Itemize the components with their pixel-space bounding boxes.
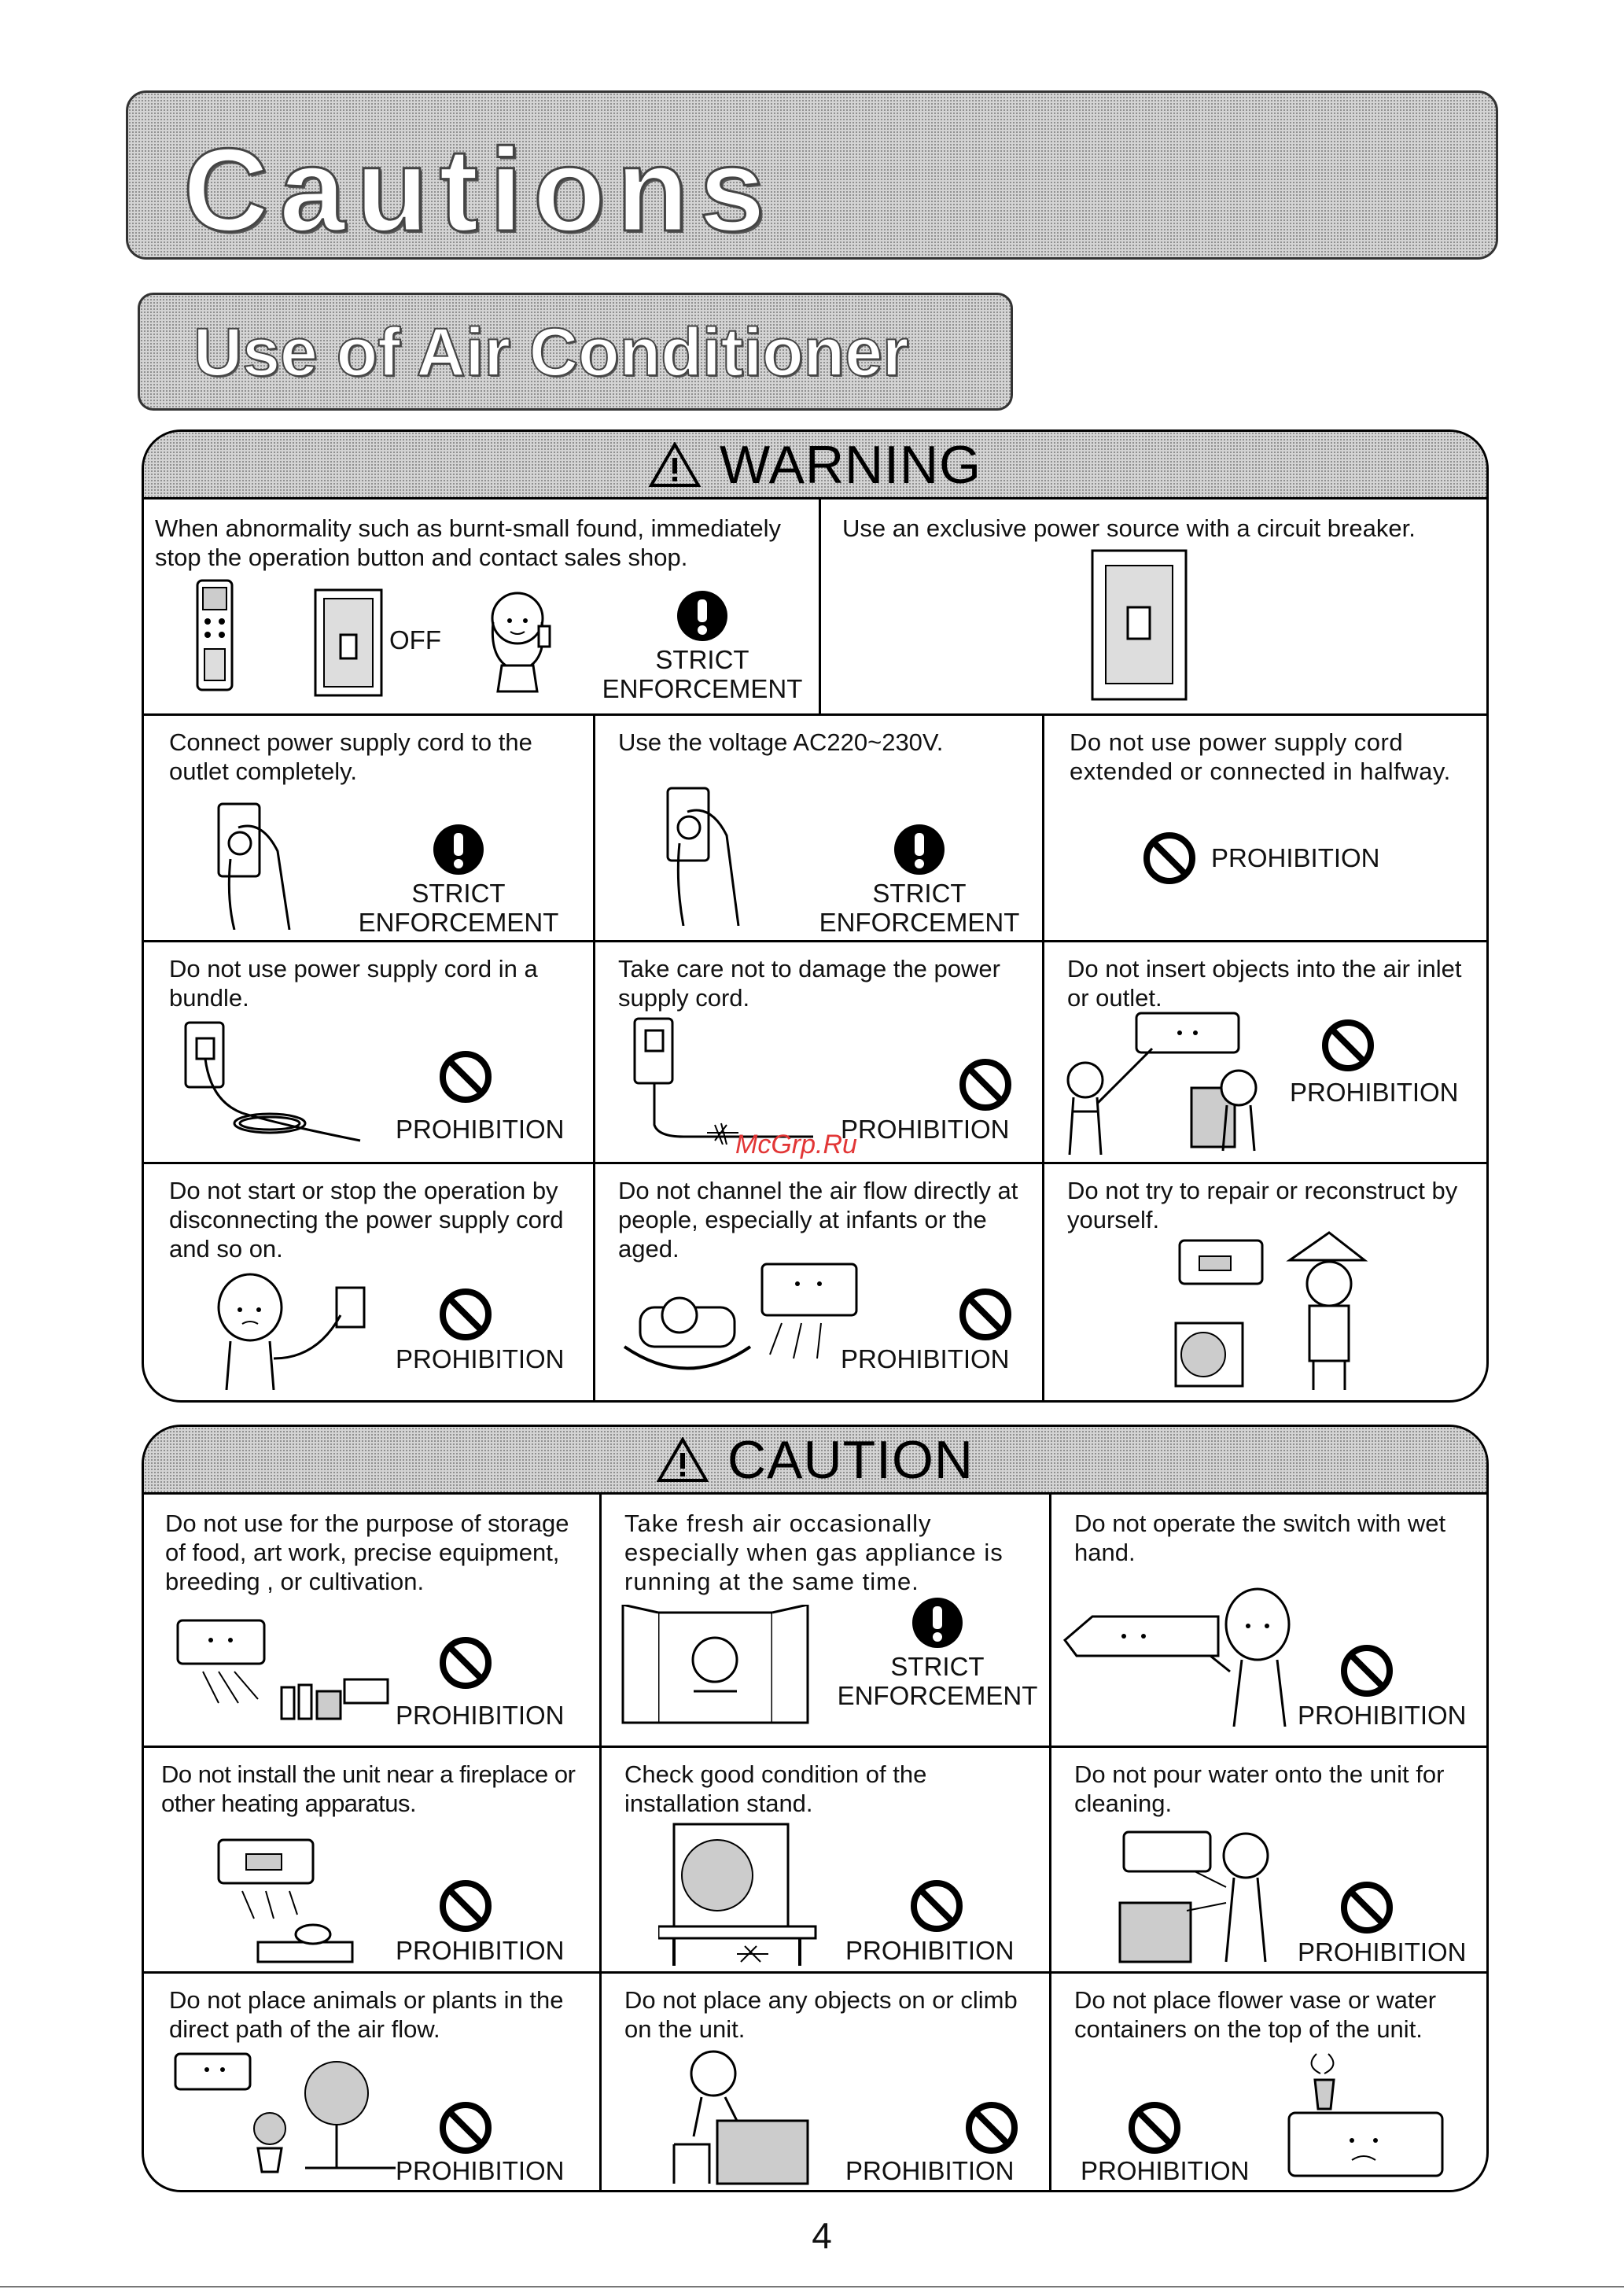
- warning-item-repair: [1042, 1162, 1489, 1403]
- remote-control-icon: [195, 578, 234, 692]
- ac-plants-icon: [171, 2050, 396, 2184]
- strict-enforcement-badge: STRICT ENFORCEMENT: [584, 590, 820, 703]
- item-text: Do not place flower vase or water containers on the top of the unit.: [1074, 1986, 1437, 2043]
- warning-item-insert-objects: [1042, 940, 1489, 1162]
- section-title: Use of Air Conditioner: [193, 315, 909, 390]
- circuit-breaker-icon: [313, 588, 384, 698]
- item-text: Do not channel the air flow directly at people, especially at infants or the aged.: [618, 1177, 1018, 1263]
- prohibition-label: PROHIBITION: [396, 1936, 565, 1965]
- ac-heater-icon: [211, 1824, 400, 1966]
- person-wet-hand-icon: [1061, 1585, 1313, 1727]
- strict-enforcement-badge: STRICT ENFORCEMENT: [835, 1597, 1040, 1710]
- prohibition-icon: [965, 2101, 1018, 2155]
- bottom-rule: [0, 2286, 1624, 2287]
- item-text: Do not try to repair or reconstruct by yourself.: [1067, 1177, 1458, 1233]
- warning-item-abnormality: [144, 500, 819, 713]
- warning-triangle-icon: [649, 442, 701, 488]
- baby-cradle-ac-icon: [617, 1252, 860, 1390]
- item-text: Connect power supply cord to the outlet completely.: [169, 728, 532, 785]
- section-title-banner: [138, 293, 1013, 411]
- prohibition-label: PROHIBITION: [1290, 1078, 1459, 1107]
- circuit-breaker-icon: [1090, 548, 1188, 702]
- caution-item-fresh-air: [599, 1495, 1049, 1746]
- open-window-icon: [619, 1605, 812, 1727]
- prohibition-label: PROHIBITION: [841, 1115, 1010, 1144]
- warning-item-exclusive-power: [819, 500, 1489, 713]
- item-text: Do not use for the purpose of storage of food, art work, precise equipment, breeding , or cultivation.: [165, 1510, 569, 1595]
- ac-food-storage-icon: [171, 1613, 392, 1723]
- person-calling-icon: [482, 591, 561, 693]
- strict-enforcement-badge: STRICT ENFORCEMENT: [341, 824, 576, 937]
- item-text: Do not use power supply cord in a bundle.: [169, 955, 538, 1012]
- page-number: 4: [812, 2215, 832, 2256]
- prohibition-label: PROHIBITION: [1081, 2156, 1250, 2185]
- caution-header: [144, 1427, 1486, 1495]
- prohibition-icon: [959, 1058, 1012, 1111]
- caution-box: [142, 1425, 1489, 2192]
- prohibition-label: PROHIBITION: [1298, 1701, 1467, 1730]
- item-text: Do not place animals or plants in the direct path of the air flow.: [169, 1986, 564, 2043]
- prohibition-icon: [1340, 1881, 1394, 1934]
- item-text: Take fresh air occasionally especially when gas appliance is running at the same time.: [624, 1510, 1003, 1595]
- caution-item-fireplace: [144, 1746, 599, 1971]
- bundled-cord-icon: [179, 1015, 384, 1152]
- item-text: Do not pour water onto the unit for cleaning.: [1074, 1760, 1445, 1817]
- prohibition-icon: [1143, 831, 1196, 885]
- item-text: Use the voltage AC220~230V.: [618, 728, 944, 756]
- warning-item-start-stop: [144, 1162, 593, 1403]
- off-label: OFF: [389, 625, 441, 654]
- prohibition-label: PROHIBITION: [1211, 843, 1380, 872]
- item-text: Use an exclusive power source with a circuit breaker.: [842, 514, 1416, 542]
- warning-item-air-flow-people: [593, 1162, 1042, 1403]
- vase-on-unit-icon: [1285, 2050, 1454, 2180]
- prohibition-icon: [439, 1636, 492, 1690]
- prohibition-label: PROHIBITION: [396, 1115, 565, 1144]
- item-text: Take care not to damage the power supply cord.: [618, 955, 1000, 1012]
- warning-item-connect-cord: [144, 713, 593, 940]
- caution-item-animals-plants: [144, 1971, 599, 2192]
- prohibition-icon: [439, 1879, 492, 1933]
- exclamation-icon: [433, 824, 484, 876]
- warning-item-damage-cord: [593, 940, 1042, 1162]
- item-text: Check good condition of the installation stand.: [624, 1760, 927, 1817]
- item-text: When abnormality such as burnt-small found, immediately stop the operation button and contact sales shop.: [155, 514, 782, 571]
- warning-item-voltage: [593, 713, 1042, 940]
- caution-item-installation-stand: [599, 1746, 1049, 1971]
- warning-title: WARNING: [719, 434, 982, 495]
- prohibition-label: PROHIBITION: [841, 1344, 1010, 1373]
- broken-stand-icon: [658, 1820, 831, 1966]
- caution-title: CAUTION: [727, 1429, 974, 1490]
- caution-item-pour-water: [1049, 1746, 1489, 1971]
- watermark: McGrp.Ru: [735, 1130, 857, 1159]
- prohibition-icon: [1321, 1019, 1375, 1072]
- item-text: Do not install the unit near a fireplace or other heating apparatus.: [161, 1760, 576, 1817]
- prohibition-icon: [959, 1288, 1012, 1341]
- damaged-cord-icon: [628, 1015, 817, 1145]
- prohibition-label: PROHIBITION: [845, 1936, 1015, 1965]
- strict-enforcement-badge: STRICT ENFORCEMENT: [801, 824, 1037, 937]
- item-text: Do not start or stop the operation by disconnecting the power supply cord and so on.: [169, 1177, 564, 1263]
- caution-item-storage: [144, 1495, 599, 1746]
- person-repairing-icon: [1168, 1229, 1372, 1394]
- person-unplugging-icon: [207, 1272, 380, 1390]
- prohibition-icon: [1128, 2101, 1181, 2155]
- warning-item-extended-cord: [1042, 713, 1489, 940]
- person-spraying-unit-icon: [1116, 1824, 1289, 1966]
- item-text: Do not operate the switch with wet hand.: [1074, 1510, 1446, 1566]
- item-text: Do not insert objects into the air inlet or outlet.: [1067, 955, 1462, 1012]
- caution-item-flower-vase: [1049, 1971, 1489, 2192]
- warning-header: [144, 432, 1486, 500]
- child-climbing-unit-icon: [670, 2042, 812, 2188]
- prohibition-icon: [439, 2101, 492, 2155]
- item-text: Do not place any objects on or climb on the unit.: [624, 1986, 1018, 2043]
- children-poking-unit-icon: [1062, 1009, 1278, 1155]
- caution-item-climb-unit: [599, 1971, 1049, 2192]
- prohibition-label: PROHIBITION: [845, 2156, 1015, 2185]
- exclamation-icon: [911, 1597, 963, 1649]
- warning-box: [142, 429, 1489, 1403]
- warning-item-bundle: [144, 940, 593, 1162]
- prohibition-icon: [910, 1879, 963, 1933]
- exclamation-icon: [893, 824, 945, 876]
- prohibition-icon: [439, 1050, 492, 1104]
- prohibition-label: PROHIBITION: [396, 2156, 565, 2185]
- prohibition-label: PROHIBITION: [396, 1701, 565, 1730]
- prohibition-icon: [439, 1288, 492, 1341]
- exclamation-icon: [676, 590, 728, 642]
- item-text: Do not use power supply cord extended or connected in halfway.: [1070, 728, 1451, 785]
- plug-in-hand-icon: [664, 772, 750, 926]
- caution-item-wet-hand: [1049, 1495, 1489, 1746]
- prohibition-icon: [1340, 1644, 1394, 1698]
- plug-in-hand-icon: [215, 788, 301, 930]
- warning-triangle-icon: [657, 1437, 709, 1483]
- page-title: Cautions: [183, 123, 776, 256]
- page-title-banner: [126, 90, 1498, 260]
- prohibition-label: PROHIBITION: [396, 1344, 565, 1373]
- prohibition-label: PROHIBITION: [1298, 1937, 1467, 1967]
